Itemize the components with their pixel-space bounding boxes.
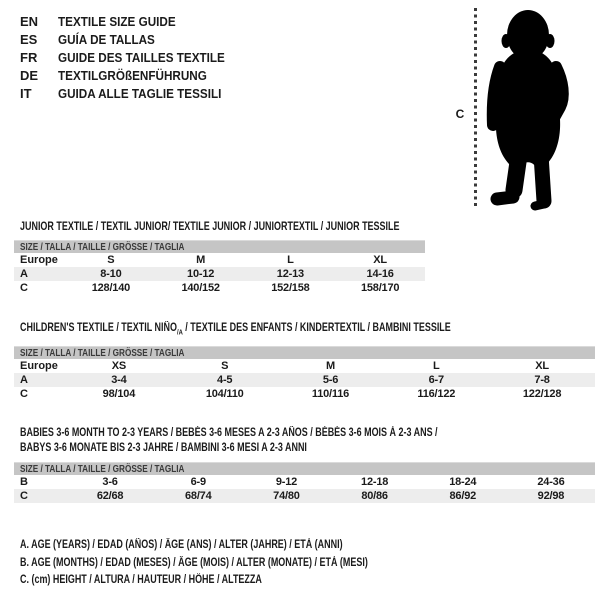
cell: 104/110 bbox=[205, 388, 244, 400]
row-label: A bbox=[20, 268, 28, 280]
cell: 128/140 bbox=[91, 282, 131, 294]
language-code: EN bbox=[20, 14, 39, 29]
column-header: S bbox=[221, 360, 229, 372]
cell: 110/116 bbox=[311, 388, 350, 400]
cell: 24-36 bbox=[537, 476, 565, 488]
table-row-height bbox=[14, 489, 595, 503]
language-title: GUIDE DES TAILLES TEXTILE bbox=[58, 50, 225, 65]
row-label: A bbox=[20, 374, 28, 386]
language-row bbox=[20, 49, 243, 67]
subscript: /A bbox=[176, 327, 183, 337]
cell: 68/74 bbox=[184, 490, 212, 502]
height-measure-dashed-line bbox=[474, 8, 477, 208]
cell: 4-5 bbox=[217, 374, 233, 386]
row-label: C bbox=[20, 282, 28, 294]
language-title: TEXTILE SIZE GUIDE bbox=[58, 14, 176, 29]
column-header: XS bbox=[111, 360, 127, 372]
height-measure-label: C bbox=[455, 107, 465, 121]
column-header: S bbox=[107, 254, 115, 266]
cell: 74/80 bbox=[273, 490, 300, 502]
column-header: Europe bbox=[20, 254, 58, 266]
language-row bbox=[20, 31, 243, 49]
cell: 9-12 bbox=[275, 476, 298, 488]
cell: 98/104 bbox=[102, 388, 136, 400]
cell: 10-12 bbox=[187, 268, 215, 280]
cell: 140/152 bbox=[181, 282, 220, 294]
cell: 122/128 bbox=[522, 388, 562, 400]
column-header: M bbox=[326, 360, 335, 372]
column-header: XL bbox=[373, 254, 387, 266]
language-row bbox=[20, 85, 243, 103]
table-row-height bbox=[14, 281, 425, 295]
row-label: C bbox=[20, 388, 28, 400]
column-header: L bbox=[433, 360, 440, 372]
cell: 6-7 bbox=[428, 374, 444, 386]
language-list bbox=[20, 13, 243, 103]
language-title: GUÍA DE TALLAS bbox=[58, 32, 155, 47]
cell: 8-10 bbox=[100, 268, 122, 280]
column-header: Europe bbox=[20, 360, 58, 372]
cell: 5-6 bbox=[322, 374, 339, 386]
section-title-junior: JUNIOR TEXTILE / TEXTIL JUNIOR/ TEXTILE JUNIOR / JUNIORTEXTIL / JUNIOR TESSILE bbox=[20, 221, 400, 233]
cell: 12-13 bbox=[276, 268, 304, 280]
cell: 6-9 bbox=[190, 476, 206, 488]
babies-size-table bbox=[14, 462, 595, 503]
column-header: XL bbox=[535, 360, 549, 372]
language-code: ES bbox=[20, 32, 38, 47]
size-header-bar: SIZE / TALLA / TAILLE / GRÖSSE / TAGLIA bbox=[14, 346, 595, 359]
children-size-table bbox=[14, 346, 595, 401]
junior-size-table bbox=[14, 240, 425, 295]
cell: 158/170 bbox=[360, 282, 400, 294]
table-row-age bbox=[14, 267, 425, 281]
note-height: C. (cm) HEIGHT / ALTURA / HAUTEUR / HÖHE / ALTEZZA bbox=[20, 574, 262, 586]
language-title: GUIDA ALLE TAGLIE TESSILI bbox=[58, 86, 222, 101]
cell: 3-6 bbox=[102, 476, 118, 488]
cell: 116/122 bbox=[417, 388, 456, 400]
table-header-row bbox=[14, 253, 425, 267]
language-code: DE bbox=[20, 68, 39, 83]
table-row-height bbox=[14, 387, 595, 401]
section-title-children: CHILDREN'S TEXTILE / TEXTIL $NIÑO_{/A}$ / TEXTILE DES ENFANTS / KINDERTEXTIL / BAMBINI TESSILE bbox=[20, 322, 451, 337]
note-age-years: A. AGE (YEARS) / EDAD (AÑOS) / ÂGE (ANS) / ALTER (JAHRE) / ETÀ (ANNI) bbox=[20, 539, 343, 551]
cell: 92/98 bbox=[537, 490, 565, 502]
language-row bbox=[20, 13, 243, 31]
cell: 80/86 bbox=[361, 490, 388, 502]
cell: 7-8 bbox=[534, 374, 550, 386]
table-row-age-months bbox=[14, 475, 595, 489]
table-row-age bbox=[14, 373, 595, 387]
table-header-row bbox=[14, 359, 595, 373]
cell: 152/158 bbox=[271, 282, 310, 294]
cell: 3-4 bbox=[111, 374, 127, 386]
column-header: L bbox=[287, 254, 294, 266]
cell: 14-16 bbox=[366, 268, 394, 280]
cell: 62/68 bbox=[96, 490, 124, 502]
column-header: M bbox=[196, 254, 206, 266]
size-header-bar: SIZE / TALLA / TAILLE / GRÖSSE / TAGLIA bbox=[14, 462, 595, 475]
language-row bbox=[20, 67, 243, 85]
language-title: TEXTILGRÖßENFÜHRUNG bbox=[58, 68, 207, 83]
row-label: C bbox=[20, 490, 28, 502]
cell: 12-18 bbox=[361, 476, 389, 488]
size-header-bar: SIZE / TALLA / TAILLE / GRÖSSE / TAGLIA bbox=[14, 240, 425, 253]
legend-notes bbox=[20, 537, 466, 590]
cell: 18-24 bbox=[449, 476, 477, 488]
row-label: B bbox=[20, 476, 28, 488]
language-code: IT bbox=[20, 86, 32, 101]
section-title-babies: BABIES 3-6 MONTH TO 2-3 YEARS / BEBÉS 3-6 MESES A 2-3 AÑOS / BÉBÉS 3-6 MOIS À 2-3 ANS / BABYS 3-6 MONATE BIS 2-3 JAHRE / BAMBINI 3-6 MESI A 2-3 ANNI bbox=[20, 427, 438, 454]
language-code: FR bbox=[20, 50, 38, 65]
note-age-months: B. AGE (MONTHS) / EDAD (MESES) / ÂGE (MOIS) / ALTER (MONATE) / ETÀ (MESI) bbox=[20, 556, 368, 569]
cell: 86/92 bbox=[449, 490, 477, 502]
baby-silhouette-icon bbox=[486, 7, 576, 213]
